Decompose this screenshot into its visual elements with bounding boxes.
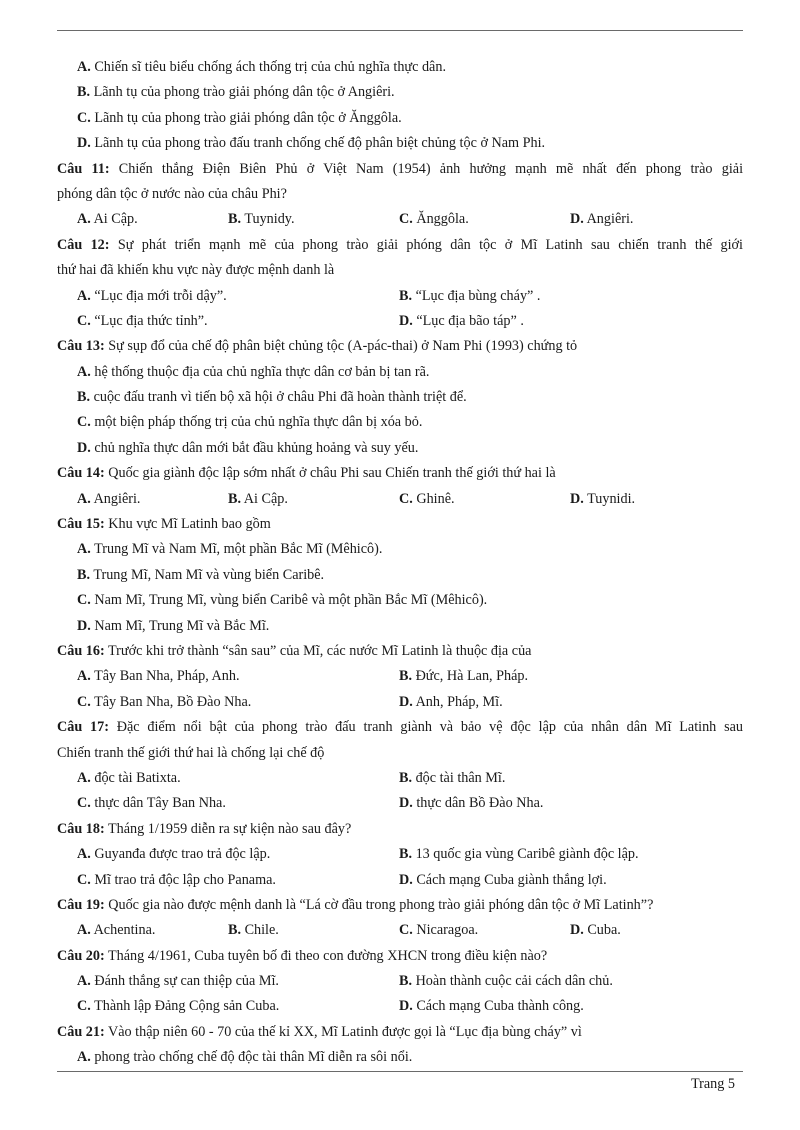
page-number: Trang 5 xyxy=(690,1076,735,1092)
question-line xyxy=(57,639,743,664)
question-text: Tháng 1/1959 diễn ra sự kiện nào sau đây? xyxy=(108,820,352,837)
question-label: Câu 20: xyxy=(57,947,105,964)
option-d: D. Angiêri. xyxy=(570,211,634,228)
option-line xyxy=(57,55,743,80)
option-d: D. Cách mạng Cuba giành thắng lợi. xyxy=(399,871,607,888)
option-line: A. Trung Mĩ và Nam Mĩ, một phần Bắc Mĩ (Mêhicô). xyxy=(77,541,383,558)
option-row xyxy=(57,690,743,715)
option-a: A. độc tài Batixta. xyxy=(77,769,181,786)
question-text: Chiến thắng Điện Biên Phủ ở Việt Nam (1954) ảnh hưởng mạnh mẽ nhất đến phong trào giải xyxy=(118,160,744,177)
question-label: Câu 18: xyxy=(57,820,105,837)
option-row xyxy=(57,309,743,334)
option-b: B. Đức, Hà Lan, Pháp. xyxy=(399,668,529,685)
question-text: Chiến tranh thế giới thứ hai là chống lại chế độ xyxy=(57,744,325,761)
option-line xyxy=(57,106,743,131)
question-label: Câu 21: xyxy=(57,1023,105,1040)
option-label: A. xyxy=(77,59,91,75)
option-a: A. Tây Ban Nha, Pháp, Anh. xyxy=(77,668,240,685)
option-text: Chiến sĩ tiêu biểu chống ách thống trị của chủ nghĩa thực dân. xyxy=(94,59,446,75)
question-text: Vào thập niên 60 - 70 của thế kỉ XX, Mĩ Latinh được gọi là “Lục địa bùng cháy” vì xyxy=(108,1023,582,1040)
option-line: C. một biện pháp thống trị của chủ nghĩa thực dân bị xóa bỏ. xyxy=(77,414,423,431)
option-d: D. Tuynidi. xyxy=(570,490,636,507)
question-text: phóng dân tộc ở nước nào của châu Phi? xyxy=(57,185,287,202)
option-c: C. Nicaragoa. xyxy=(399,922,479,939)
option-d: D. Cuba. xyxy=(570,922,621,939)
option-row xyxy=(57,766,743,791)
question-line xyxy=(57,741,743,766)
option-text: Lãnh tụ của phong trào giải phóng dân tộc ở Angiêri. xyxy=(93,84,395,101)
option-b: B. Ai Cập. xyxy=(228,490,288,507)
question-line xyxy=(57,233,743,258)
option-a: A. Ai Cập. xyxy=(77,211,138,228)
question-line xyxy=(57,334,743,359)
option-label: D. xyxy=(77,135,91,152)
question-text: Quốc gia giành độc lập sớm nhất ở châu Phi sau Chiến tranh thế giới thứ hai là xyxy=(108,465,556,482)
option-d: D. Anh, Pháp, Mĩ. xyxy=(399,693,503,710)
question-line xyxy=(57,512,743,537)
question-text: Khu vực Mĩ Latinh bao gồm xyxy=(108,516,271,533)
option-line: C. Nam Mĩ, Trung Mĩ, vùng biển Caribê và một phần Bắc Mĩ (Mêhicô). xyxy=(77,592,488,609)
option-a: A. Achentina. xyxy=(77,922,156,939)
option-c: C. “Lục địa thức tỉnh”. xyxy=(77,312,208,329)
option-line: D. chủ nghĩa thực dân mới bắt đầu khủng hoảng và suy yếu. xyxy=(77,439,419,456)
question-label: Câu 12: xyxy=(57,236,110,253)
question-label: Câu 13: xyxy=(57,338,105,355)
question-line xyxy=(57,258,743,283)
option-c: C. Ănggôla. xyxy=(399,211,469,228)
question-line xyxy=(57,893,743,918)
option-c: C. thực dân Tây Ban Nha. xyxy=(77,795,226,812)
option-d: D. Cách mạng Cuba thành công. xyxy=(399,998,584,1015)
question-text: Tháng 4/1961, Cuba tuyên bố đi theo con đường XHCN trong điều kiện nào? xyxy=(108,947,548,964)
header-rule xyxy=(57,30,743,31)
option-row xyxy=(57,842,743,867)
option-line: B. Trung Mĩ, Nam Mĩ và vùng biển Caribê. xyxy=(77,566,325,583)
question-text: Sự phát triển mạnh mẽ của phong trào giải phóng dân tộc ở Mĩ Latinh sau chiến tranh thế giới xyxy=(117,236,743,253)
option-label: C. xyxy=(77,109,91,126)
option-row xyxy=(57,664,743,689)
option-c: C. Tây Ban Nha, Bồ Đào Nha. xyxy=(77,693,252,710)
option-row xyxy=(57,868,743,893)
option-d: D. thực dân Bồ Đào Nha. xyxy=(399,795,544,812)
question-line xyxy=(57,182,743,207)
option-a: A. Angiêri. xyxy=(77,490,141,507)
question-text: Đặc điểm nổi bật của phong trào đấu tranh giành và bảo vệ độc lập của nhân dân Mĩ Latinh sau xyxy=(116,719,743,736)
question-label: Câu 15: xyxy=(57,516,105,533)
option-line: D. Nam Mĩ, Trung Mĩ và Bắc Mĩ. xyxy=(77,617,270,634)
footer-rule xyxy=(57,1071,743,1072)
option-line: A. phong trào chống chế độ độc tài thân Mĩ diễn ra sôi nổi. xyxy=(77,1049,413,1066)
question-label: Câu 19: xyxy=(57,896,105,913)
option-a: A. “Lục địa mới trỗi dậy”. xyxy=(77,287,227,304)
question-label: Câu 16: xyxy=(57,642,105,659)
option-row xyxy=(57,791,743,816)
option-row xyxy=(57,284,743,309)
question-line xyxy=(57,157,743,182)
question-label: Câu 17: xyxy=(57,719,109,736)
question-text: thứ hai đã khiến khu vực này được mệnh danh là xyxy=(57,262,335,279)
option-c: C. Mĩ trao trả độc lập cho Panama. xyxy=(77,871,276,888)
option-line: A. hệ thống thuộc địa của chủ nghĩa thực dân cơ bản bị tan rã. xyxy=(77,363,430,380)
option-row xyxy=(57,994,743,1019)
option-row xyxy=(57,918,743,943)
option-row xyxy=(57,207,743,232)
option-b: B. độc tài thân Mĩ. xyxy=(399,769,506,786)
question-line xyxy=(57,461,743,486)
option-b: B. Chile. xyxy=(228,922,279,939)
question-label: Câu 11: xyxy=(57,160,110,177)
option-c: C. Ghinê. xyxy=(399,490,455,507)
option-text: Lãnh tụ của phong trào giải phóng dân tộc ở Ănggôla. xyxy=(94,109,402,126)
option-b: B. Tuynidy. xyxy=(228,211,295,228)
question-line xyxy=(57,944,743,969)
option-row xyxy=(57,487,743,512)
option-c: C. Thành lập Đảng Cộng sản Cuba. xyxy=(77,998,280,1015)
option-d: D. “Lục địa bão táp” . xyxy=(399,312,524,329)
page-content xyxy=(57,55,743,1071)
option-row xyxy=(57,969,743,994)
question-text: Trước khi trở thành “sân sau” của Mĩ, các nước Mĩ Latinh là thuộc địa của xyxy=(108,642,532,659)
option-b: B. “Lục địa bùng cháy” . xyxy=(399,287,541,304)
option-line xyxy=(57,80,743,105)
question-text: Sự sụp đổ của chế độ phân biệt chủng tộc (A-pác-thai) ở Nam Phi (1993) chứng tỏ xyxy=(108,338,578,355)
option-b: B. Hoàn thành cuộc cải cách dân chủ. xyxy=(399,973,613,990)
question-line xyxy=(57,817,743,842)
question-line xyxy=(57,1020,743,1045)
option-b: B. 13 quốc gia vùng Caribê giành độc lập. xyxy=(399,846,639,863)
option-a: A. Guyanđa được trao trả độc lập. xyxy=(77,846,271,863)
option-line: B. cuộc đấu tranh vì tiến bộ xã hội ở châu Phi đã hoàn thành triệt để. xyxy=(77,389,467,406)
option-line xyxy=(57,131,743,156)
option-label: B. xyxy=(77,84,91,101)
option-a: A. Đánh thắng sự can thiệp của Mĩ. xyxy=(77,973,279,990)
option-text: Lãnh tụ của phong trào đấu tranh chống chế độ phân biệt chủng tộc ở Nam Phi. xyxy=(94,135,546,152)
question-label: Câu 14: xyxy=(57,465,105,482)
question-line xyxy=(57,715,743,740)
question-text: Quốc gia nào được mệnh danh là “Lá cờ đầu trong phong trào giải phóng dân tộc ở Mĩ Latinh”? xyxy=(108,896,654,913)
